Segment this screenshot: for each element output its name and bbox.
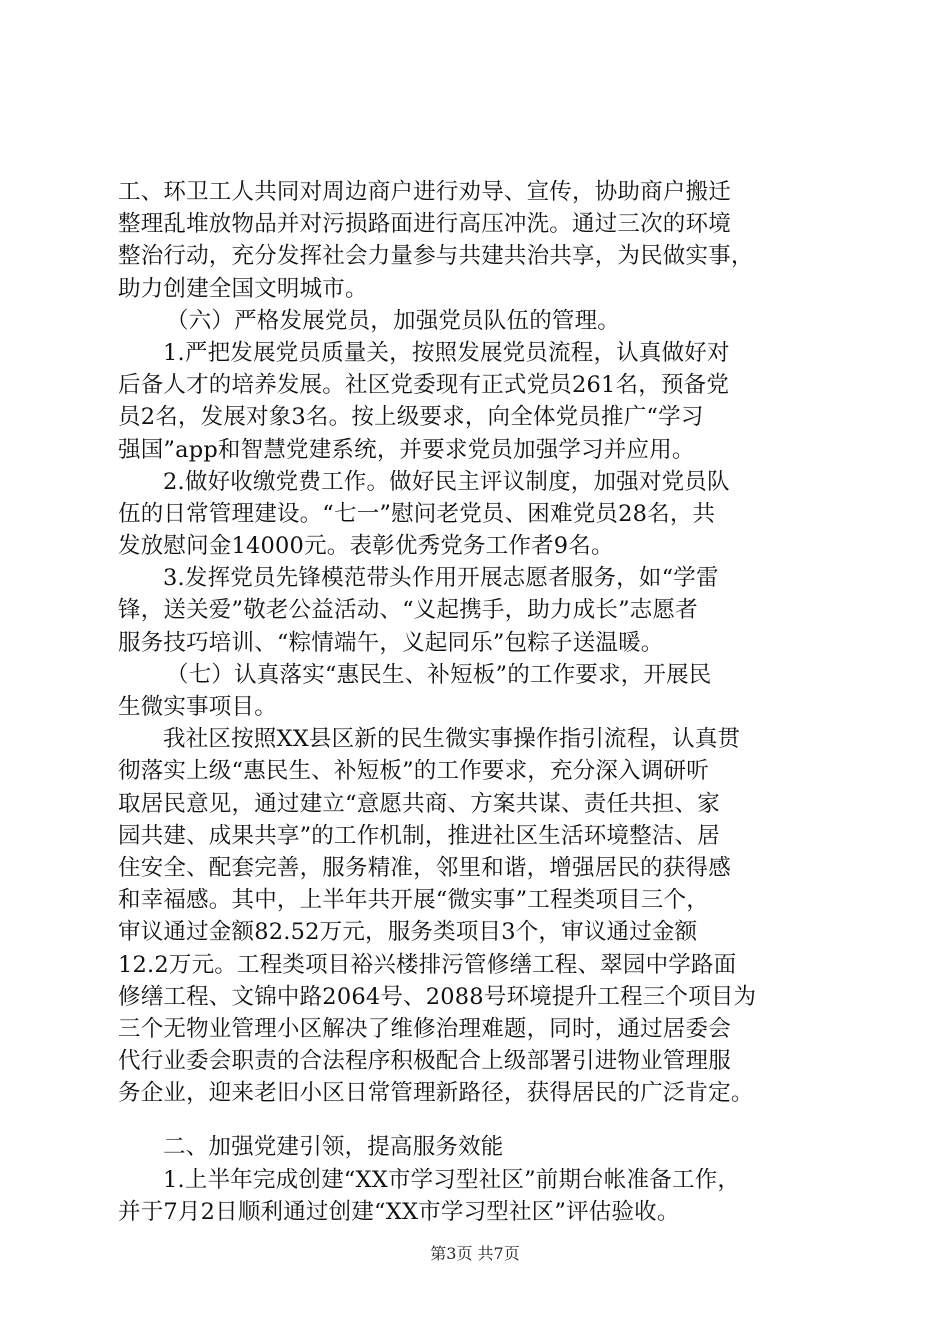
text-line: 并于7月2日顺利通过创建“XX市学习型社区”评估验收。: [118, 1198, 680, 1225]
text-line: 整治行动，充分发挥社会力量参与共建共治共享，为民做实事，: [118, 243, 754, 270]
paragraph-gap: [118, 1109, 838, 1131]
text-line: 和幸福感。其中，上半年共开展“微实事”工程类项目三个，: [118, 887, 709, 914]
text-line: 12.2万元。工程类项目裕兴楼排污管修缮工程、翠园中学路面: [118, 951, 737, 978]
text-line: 1.严把发展党员质量关，按照发展党员流程，认真做好对: [163, 339, 730, 366]
text-line: 生微实事项目。: [118, 694, 277, 720]
chapter-heading: 二、加强党建引领，提高服务效能: [163, 1134, 504, 1161]
page-number-footer: 第3页 共7页: [430, 1244, 520, 1263]
text-line: 我社区按照XX县区新的民生微实事操作指引流程，认真贯: [163, 726, 741, 753]
text-line: 三个无物业管理小区解决了维修治理难题，同时，通过居委会: [118, 1015, 731, 1042]
text-line: 代行业委会职责的合法程序积极配合上级部署引进物业管理服: [118, 1048, 731, 1075]
text-line: 伍的日常管理建设。“七一”慰问老党员、困难党员28名，共: [118, 500, 716, 527]
text-line: 彻落实上级“惠民生、补短板”的工作要求，充分深入调研听: [118, 758, 709, 785]
text-line: 发放慰问金14000元。表彰优秀党务工作者9名。: [118, 533, 614, 560]
text-line: 园共建、成果共享”的工作机制，推进社区生活环境整洁、居: [118, 822, 720, 849]
text-line: 锋，送关爱”敬老公益活动、“义起携手，助力成长”志愿者: [118, 597, 698, 624]
text-line: 强国”app和智慧党建系统，并要求党员加强学习并应用。: [118, 436, 695, 463]
text-line: 整理乱堆放物品并对污损路面进行高压冲洗。通过三次的环境: [118, 211, 731, 238]
text-line: 取居民意见，通过建立“意愿共商、方案共谋、责任共担、家: [118, 790, 720, 817]
text-line: 修缮工程、文锦中路2064号、2088号环境提升工程三个项目为: [118, 983, 757, 1010]
text-line: 2.做好收缴党费工作。做好民主评议制度，加强对党员队: [163, 468, 730, 495]
section-heading: （七）认真落实“惠民生、补短板”的工作要求，开展民: [166, 661, 712, 688]
document-body: [118, 176, 838, 1228]
text-line: 1.上半年完成创建“XX市学习型社区”前期台帐准备工作，: [163, 1166, 741, 1193]
text-line: 住安全、配套完善，服务精准，邻里和谐，增强居民的获得感: [118, 854, 731, 881]
text-line: 务企业，迎来老旧小区日常管理新路径，获得居民的广泛肯定。: [118, 1080, 754, 1107]
text-line: 服务技巧培训、“粽情端午，义起同乐”包粽子送温暖。: [118, 629, 664, 656]
text-line: 3.发挥党员先锋模范带头作用开展志愿者服务，如“学雷: [163, 565, 719, 592]
text-line: 助力创建全国文明城市。: [118, 275, 368, 302]
section-heading: （六）严格发展党员，加强党员队伍的管理。: [166, 307, 621, 334]
text-line: 员2名，发展对象3名。按上级要求，向全体党员推广“学习: [118, 404, 704, 431]
text-line: 审议通过金额82.52万元，服务类项目3个，审议通过金额: [118, 919, 698, 946]
text-line: 工、环卫工人共同对周边商户进行劝导、宣传，协助商户搬迁: [118, 179, 731, 205]
text-line: 后备人才的培养发展。社区党委现有正式党员261名，预备党: [118, 372, 730, 399]
